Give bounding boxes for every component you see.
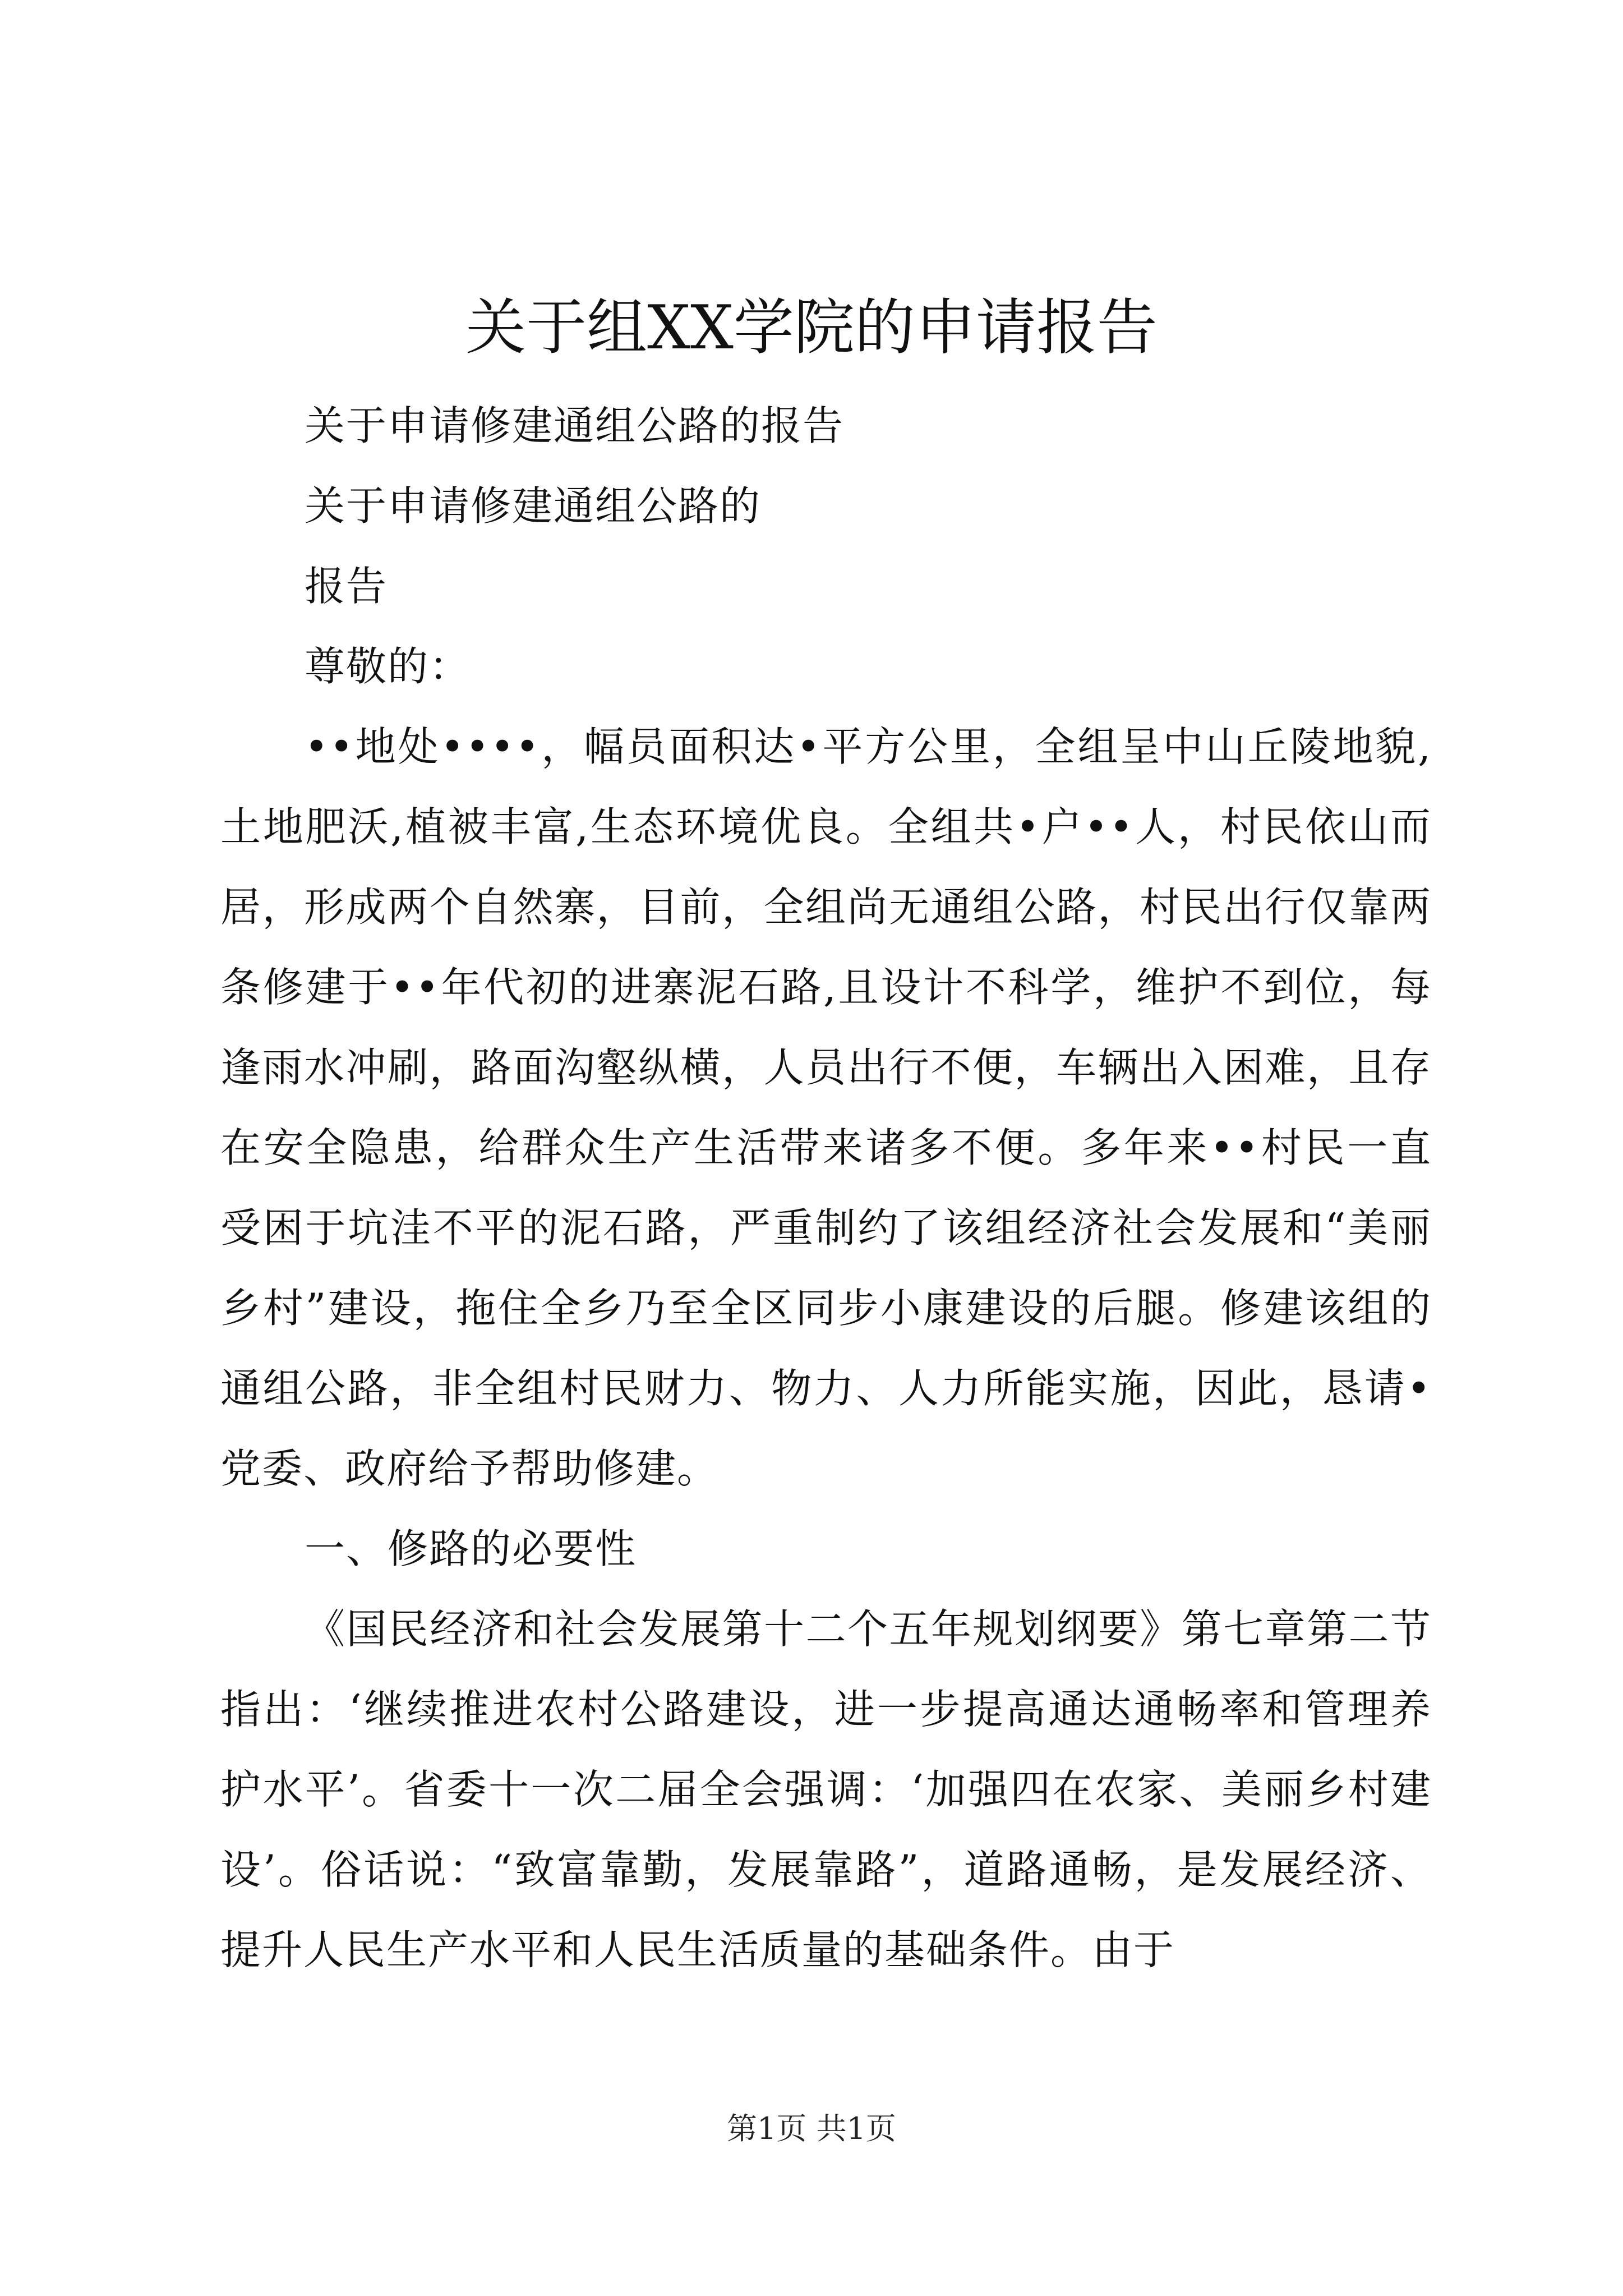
paragraph-heading-line-3: 报告 [305,563,388,610]
paragraph-heading-line-2: 关于申请修建通组公路的 [305,482,762,530]
paragraph-policy: 《国民经济和社会发展第十二个五年规划纲要》第七章第二节指出：‘继续推进农村公路建设，进一步提高通达通畅率和管理养护水平’。省委十一次二届全会强调：‘加强四在农家、美丽乡村建设’。俗话说：“致富靠勤，发展靠路”，道路通畅，是发展经济、提升人民生产水平和人民生活质量的基础条件。由于 [220,1605,1432,1973]
document-body [220,386,1432,1990]
section-heading-necessity: 一、修路的必要性 [305,1525,637,1572]
paragraph-salutation: 尊敬的： [305,643,471,690]
paragraph-background: ••地处••••，幅员面积达•平方公里，全组呈中山丘陵地貌,土地肥沃,植被丰富,生态环境优良。全组共•户••人，村民依山而居，形成两个自然寨，目前，全组尚无通组公路，村民出行仅靠两条修建于••年代初的进寨泥石路,且设计不科学，维护不到位，每逢雨水冲刷，路面沟壑纵横，人员出行不便，车辆出入困难，且存在安全隐患，给群众生产生活带来诸多不便。多年来••村民一直受困于坑洼不平的泥石路，严重制约了该组经济社会发展和“美丽乡村”建设，拖住全乡乃至全区同步小康建设的后腿。修建该组的通组公路，非全组村民财力、物力、人力所能实施，因此，恳请•党委、政府给予帮助修建。 [220,723,1432,1492]
page-footer: 第1页 共1页 [727,2111,896,2146]
paragraph-heading-line-1: 关于申请修建通组公路的报告 [305,402,845,449]
document-title: 关于组XX学院的申请报告 [465,293,1158,363]
